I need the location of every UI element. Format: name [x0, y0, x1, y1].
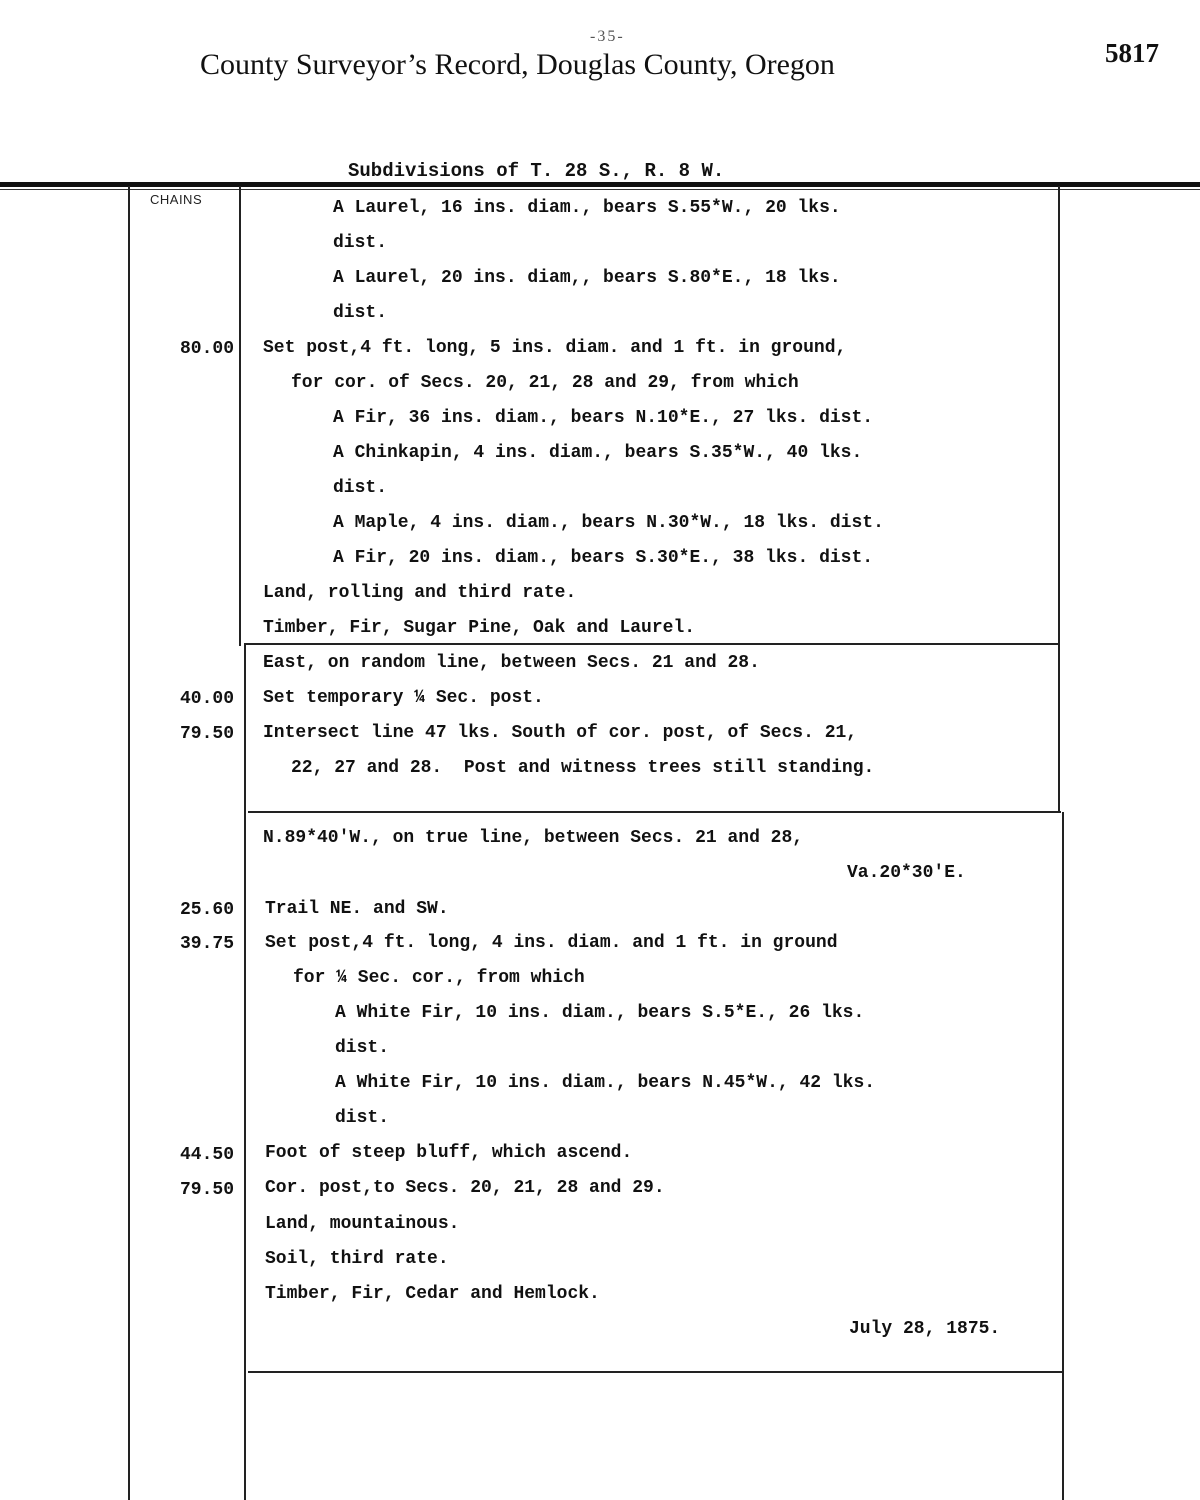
record-line: Timber, Fir, Sugar Pine, Oak and Laurel.: [263, 618, 696, 638]
record-line: dist.: [333, 303, 388, 323]
record-line: Cor. post,to Secs. 20, 21, 28 and 29.: [265, 1178, 665, 1198]
header-rule: [0, 182, 1200, 187]
record-line: Soil, third rate.: [265, 1249, 449, 1269]
record-line: Set temporary ¼ Sec. post.: [263, 688, 544, 708]
record-line: N.89*40'W., on true line, between Secs. 21 and 28,: [263, 828, 804, 848]
chain-value: 25.60: [179, 900, 234, 920]
record-line: for cor. of Secs. 20, 21, 28 and 29, from which: [291, 373, 799, 393]
record-line: Set post,4 ft. long, 4 ins. diam. and 1 ft. in ground: [265, 933, 838, 953]
chains-divider-lower: [244, 645, 246, 1500]
chain-value: 44.50: [179, 1145, 234, 1165]
record-line: Trail NE. and SW.: [265, 899, 449, 919]
chain-value: 39.75: [179, 934, 234, 954]
chains-divider-upper: [239, 186, 241, 646]
right-border-lower: [1062, 812, 1064, 1500]
record-line: dist.: [333, 233, 388, 253]
record-line: Land, rolling and third rate.: [263, 583, 577, 603]
record-line: Set post,4 ft. long, 5 ins. diam. and 1 ft. in ground,: [263, 338, 847, 358]
record-line: Va.20*30'E.: [847, 863, 966, 883]
record-line: A Maple, 4 ins. diam., bears N.30*W., 18 lks. dist.: [333, 513, 884, 533]
record-line: A White Fir, 10 ins. diam., bears S.5*E., 26 lks.: [335, 1003, 865, 1023]
record-line: dist.: [335, 1038, 390, 1058]
record-line: Intersect line 47 lks. South of cor. post, of Secs. 21,: [263, 723, 858, 743]
chain-value: 80.00: [179, 339, 234, 359]
page-number: 5817: [1105, 38, 1159, 68]
chains-column-header: CHAINS: [150, 192, 203, 207]
chain-value: 79.50: [179, 724, 234, 744]
section-subtitle: Subdivisions of T. 28 S., R. 8 W.: [348, 160, 725, 182]
record-line: Land, mountainous.: [265, 1214, 460, 1234]
right-border-upper: [1058, 186, 1060, 812]
record-line: for ¼ Sec. cor., from which: [293, 968, 585, 988]
record-line: Timber, Fir, Cedar and Hemlock.: [265, 1284, 600, 1304]
left-border: [128, 186, 130, 1500]
page-top-mark: -35-: [590, 28, 625, 45]
record-line: A Chinkapin, 4 ins. diam., bears S.35*W., 40 lks.: [333, 443, 863, 463]
section-rule-2: [248, 811, 1061, 813]
header-rule-thin: [0, 189, 1200, 190]
record-line: dist.: [335, 1108, 390, 1128]
chain-value: 40.00: [179, 689, 234, 709]
record-line: Foot of steep bluff, which ascend.: [265, 1143, 633, 1163]
record-line: A Laurel, 20 ins. diam,, bears S.80*E., 18 lks.: [333, 268, 841, 288]
record-date: July 28, 1875.: [849, 1319, 1001, 1339]
record-line: A Laurel, 16 ins. diam., bears S.55*W., 20 lks.: [333, 198, 841, 218]
record-line: A Fir, 20 ins. diam., bears S.30*E., 38 lks. dist.: [333, 548, 874, 568]
record-line: A Fir, 36 ins. diam., bears N.10*E., 27 lks. dist.: [333, 408, 874, 428]
section-rule-1: [244, 643, 1060, 645]
record-line: 22, 27 and 28. Post and witness trees still standing.: [291, 758, 875, 778]
record-line: A White Fir, 10 ins. diam., bears N.45*W., 42 lks.: [335, 1073, 876, 1093]
page-header: County Surveyor’s Record, Douglas County, Oregon: [200, 48, 835, 81]
chain-value: 79.50: [179, 1180, 234, 1200]
record-line: East, on random line, between Secs. 21 and 28.: [263, 653, 760, 673]
section-rule-3: [248, 1371, 1064, 1373]
record-line: dist.: [333, 478, 388, 498]
